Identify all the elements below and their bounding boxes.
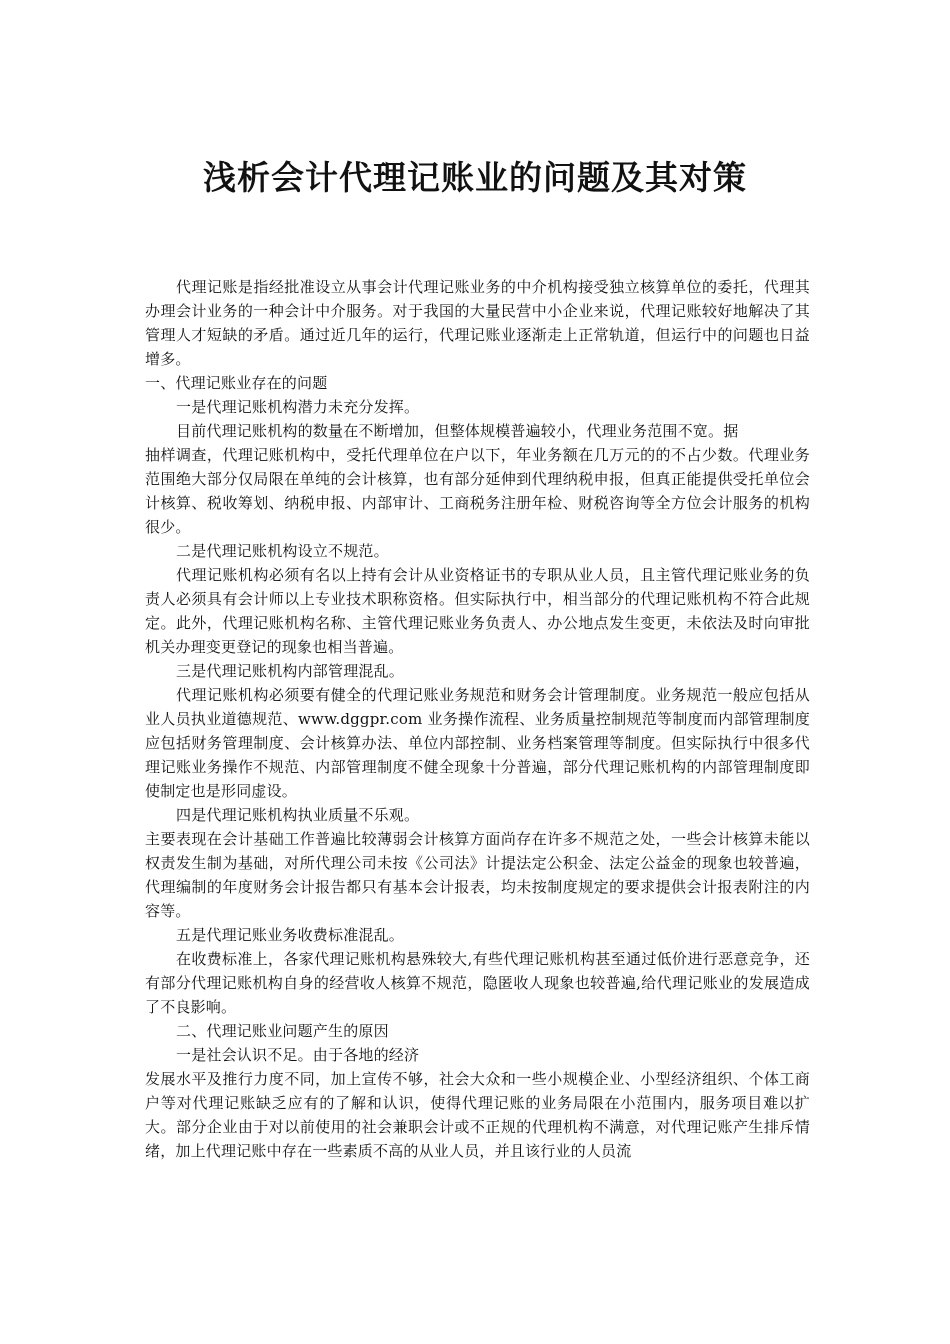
document-title: 浅析会计代理记账业的问题及其对策 [203, 158, 747, 197]
paragraph: 五是代理记账业务收费标准混乱。 [176, 926, 405, 944]
paragraph: 抽样调查，代理记账机构中，受托代理单位在户以下，年业务额在几万元的的不占少数。代理业务范围绝大部分仅局限在单纯的会计核算，也有部分延伸到代理纳税申报，但真正能提供受托单位会计核算、税收筹划、纳税申报、内部审计、工商税务注册年检、财税咨询等全方位会计服务的机构很少。 [145, 446, 810, 536]
paragraph: 代理记账机构必须有名以上持有会计从业资格证书的专职从业人员，且主管代理记账业务的负责人必须具有会计师以上专业技术职称资格。但实际执行中，相当部分的代理记账机构不符合此规定。此外，代理记账机构名称、主管代理记账业务负责人、办公地点发生变更，未依法及时向审批机关办理变更登记的现象也相当普遍。 [145, 566, 810, 656]
paragraph: 二是代理记账机构设立不规范。 [176, 542, 389, 560]
paragraph: 一是社会认识不足。由于各地的经济 [176, 1046, 420, 1064]
paragraph: 代理记账机构必须要有健全的代理记账业务规范和财务会计管理制度。业务规范一般应包括从业人员执业道德规范、www.dggpr.com 业务操作流程、业务质量控制规范等制度而内部管理制度应包括财务管理制度、会计核算办法、单位内部控制、业务档案管理等制度。但实际执行中很多代理记账业务操作不规范、内部管理制度不健全现象十分普遍，部分代理记账机构的内部管理制度即使制定也是形同虚设。 [145, 686, 810, 800]
paragraph: 代理记账是指经批准设立从事会计代理记账业务的中介机构接受独立核算单位的委托，代理其办理会计业务的一种会计中介服务。对于我国的大量民营中小企业来说，代理记账较好地解决了其管理人才短缺的矛盾。通过近几年的运行，代理记账业逐渐走上正常轨道，但运行中的问题也日益增多。 [145, 278, 810, 368]
paragraph: 目前代理记账机构的数量在不断增加，但整体规模普遍较小，代理业务范围不宽。据 [176, 422, 739, 440]
paragraph: 发展水平及推行力度不同，加上宣传不够，社会大众和一些小规模企业、小型经济组织、个体工商户等对代理记账缺乏应有的了解和认识，使得代理记账的业务局限在小范围内，服务项目难以扩大。部分企业由于对以前使用的社会兼职会计或不正规的代理机构不满意，对代理记账产生排斥情绪，加上代理记账中存在一些素质不高的从业人员，并且该行业的人员流 [145, 1070, 810, 1160]
paragraph: 一、代理记账业存在的问题 [145, 374, 328, 392]
paragraph: 一是代理记账机构潜力未充分发挥。 [176, 398, 420, 416]
paragraph: 三是代理记账机构内部管理混乱。 [176, 662, 405, 680]
paragraph: 二、代理记账业问题产生的原因 [176, 1022, 389, 1040]
paragraph: 四是代理记账机构执业质量不乐观。 [176, 806, 420, 824]
paragraph: 主要表现在会计基础工作普遍比较薄弱会计核算方面尚存在许多不规范之处，一些会计核算未能以权责发生制为基础，对所代理公司未按《公司法》计提法定公积金、法定公益金的现象也较普遍，代理编制的年度财务会计报告都只有基本会计报表，均未按制度规定的要求提供会计报表附注的内容等。 [145, 830, 810, 920]
paragraph: 在收费标准上，各家代理记账机构悬殊较大,有些代理记账机构甚至通过低价进行恶意竞争，还有部分代理记账机构自身的经营收人核算不规范，隐匿收人现象也较普遍,给代理记账业的发展造成了不良影响。 [145, 950, 810, 1016]
document-body [145, 275, 810, 1163]
